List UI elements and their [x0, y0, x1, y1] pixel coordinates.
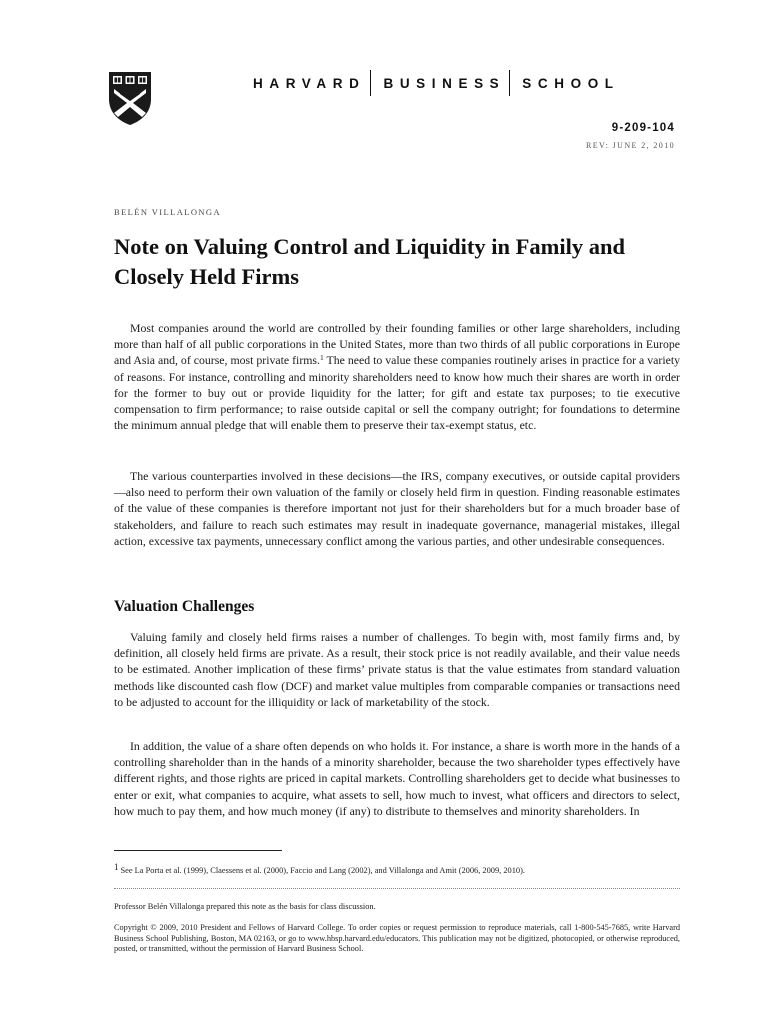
footnote-number: 1 — [114, 862, 119, 872]
document-number: 9-209-104 — [611, 122, 675, 134]
copyright-notice: Copyright © 2009, 2010 President and Fellows of Harvard College. To order copies or request permission to reproduce materials, call 1-800-545-7685, write Harvard Business School Publishing, Boston, MA 02163, or go to www.hbsp.harvard.edu/educators. This publication may not be digitized, photocopied, or otherwise reproduced, posted, or transmitted, without the permission of Harvard Business School. — [114, 923, 680, 954]
revision-date: REV: JUNE 2, 2010 — [586, 141, 675, 150]
wordmark-business: BUSINESS — [383, 75, 506, 91]
dotted-divider — [114, 888, 680, 889]
wordmark-school: SCHOOL — [522, 75, 620, 91]
section-heading: Valuation Challenges — [114, 598, 255, 615]
body-paragraph: Valuing family and closely held firms raises a number of challenges. To begin with, most family firms and, by definition, all closely held firms are private. As a result, their stock price is not readily available, and their value needs to be estimated. Another implication of these firms’ private status is that the value estimates from standard valuation methods like discounted cash flow (DCF) and market value multiples from comparable companies or transactions need to be adjusted to account for the illiquidity or lack of marketability of the stock. — [114, 630, 680, 709]
body-paragraph: The various counterparties involved in these decisions—the IRS, company executives, or outside capital providers—also need to perform their own valuation of the family or closely held firm in question. Finding reasonable estimates of the value of these companies is therefore important not just for their shareholders but for a much broader base of stakeholders, and failure to reach such estimates may result in inadequate governance, managerial mistakes, illegal action, excessive tax payments, unnecessary conflict among the various parties, and other undesirable consequences. — [114, 469, 680, 548]
paragraph-text: The need to value these companies routinely arises in practice for a variety of reasons. For instance, controlling and minority shareholders need to know how much their shares are worth in order for the former to buy out or provide liquidity for the latter; for gift and estate tax purposes; to tie executive compensation to firm performance; to raise outside capital or sell the company outright; for foundations to determine the minimum annual pledge that will enable them to preserve their tax-exempt status, etc. — [114, 353, 681, 433]
hbs-wordmark — [232, 70, 678, 96]
preparation-note: Professor Belén Villalonga prepared this note as the basis for class discussion. — [114, 902, 376, 911]
author-name: BELÉN VILLALONGA — [114, 207, 221, 217]
body-paragraph: In addition, the value of a share often depends on who holds it. For instance, a share is worth more in the hands of a controlling shareholder than in the hands of a minority shareholder, because the two shareholder types effectively have different rights, and those rights are priced in capital markets. Controlling shareholders get to decide what businesses to enter or exit, what companies to acquire, what assets to sell, how much to invest, what officers and directors to select, how much to pay them, and how much money (if any) to distribute to themselves and minority shareholders. In — [114, 739, 680, 818]
hbs-shield-icon — [108, 71, 152, 126]
footnote-rule — [114, 850, 282, 851]
paragraph-text: Most companies around the world are controlled by their founding families or other large shareholders, including more than half of all public corporations in the United States, more than two thirds of all public corporations in Europe and Asia and, of course, most private firms. — [114, 321, 680, 368]
footnote — [114, 862, 680, 875]
wordmark-divider — [370, 70, 371, 96]
document-title: Note on Valuing Control and Liquidity in Family and Closely Held Firms — [114, 234, 625, 289]
wordmark-divider — [509, 70, 510, 96]
body-paragraph — [114, 320, 680, 433]
wordmark-harvard: HARVARD — [253, 75, 366, 91]
footnote-reference[interactable]: 1 — [319, 353, 324, 363]
footnote-text: See La Porta et al. (1999), Claessens et al. (2000), Faccio and Lang (2002), and Villalonga and Amit (2006, 2009, 2010). — [120, 866, 526, 875]
